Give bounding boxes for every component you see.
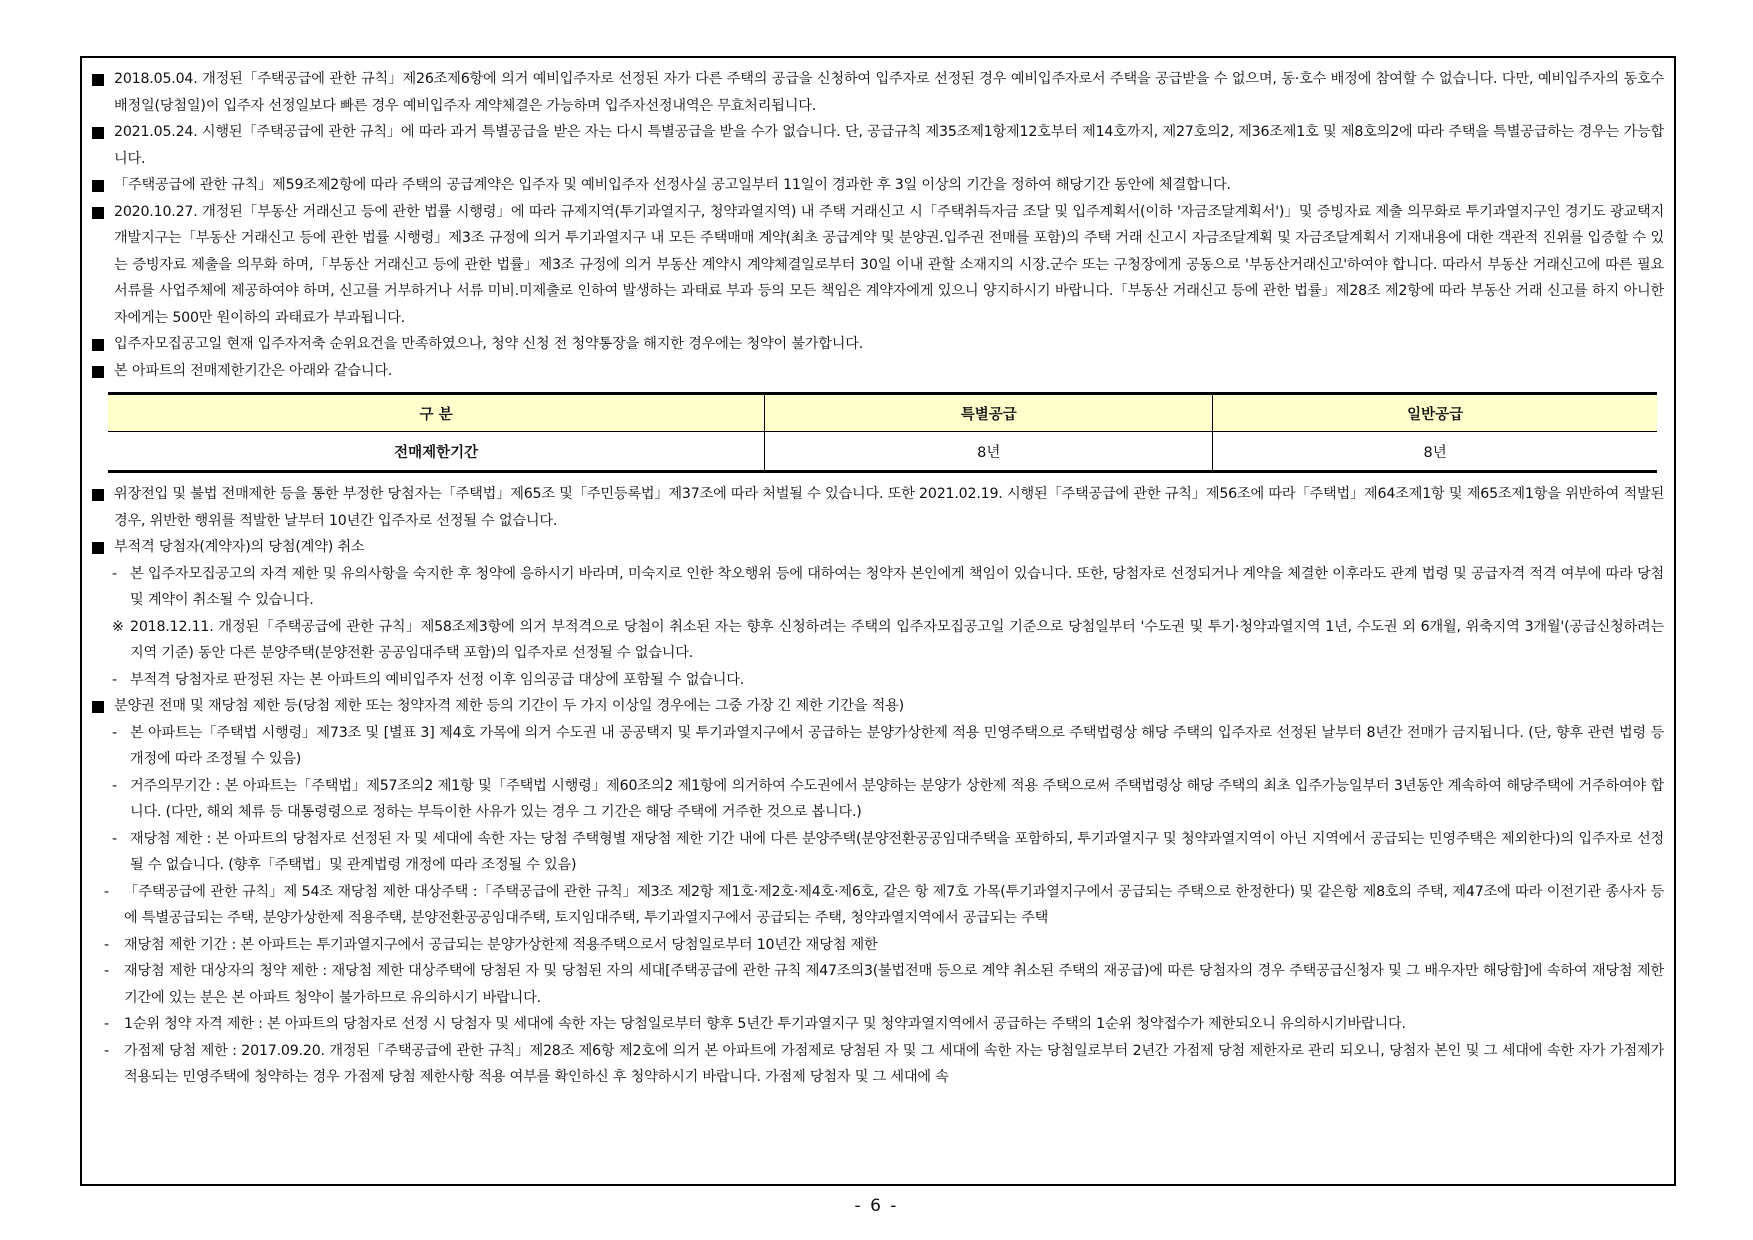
list-item [90,720,1664,773]
list-item-text: 「주택공급에 관한 규칙」제 54조 재당첨 제한 대상주택 :「주택공급에 관한 규칙」제3조 제2항 제1호·제2호·제4호·제6호, 같은 항 제7호 가목(투기과열지구에서 공급되는 주택으로 한정한다) 및 같은항 제8호의 주택, 제47조에 따라 이전기관 종사자 등에 특별공급되는 주택, 분양가상한제 적용주택, 분양전환공공임대주택, 토지임대주택, 투기과열지구에서 공급되는 주택, 청약과열지역에서 공급되는 주택 [124,883,1664,926]
list-item-text: 부적격 당첨자로 판정된 자는 본 아파트의 예비입주자 선정 이후 임의공급 대상에 포함될 수 없습니다. [130,671,745,688]
square-bullet-icon [92,542,104,554]
square-bullet-icon [92,701,104,713]
paragraph-text: 2020.10.27. 개정된「부동산 거래신고 등에 관한 법률 시행령」에 따라 규제지역(투기과열지구, 청약과열지역) 내 주택 거래신고 시「주택취득자금 조달 및 입주계획서(이하 '자금조달계획서')」및 증빙자료 제출 의무화로 투기과열지구인 경기도 광교택지개발지구는「부동산 거래신고 등에 관한 법률 시행령」제3조 규정에 의거 투기과열지구 내 모든 주택매매 계약(최초 공급계약 및 분양권.입주권 전매를 포함)의 주택 거래 신고시 자금조달계획 및 자금조달계획서 기재내용에 대한 객관적 진위를 입증할 수 있는 증빙자료 제출을 의무화 하며,「부동산 거래신고 등에 관한 법률」제3조 규정에 의거 부동산 계약시 계약체결일로부터 30일 이내 관할 소재지의 시장.군수 또는 구청장에게 공동으로 '부동산거래신고'하여야 합니다. 따라서 부동산 거래신고에 따른 필요 서류를 사업주체에 제공하여야 하며, 신고를 거부하거나 서류 미비.미제출로 인하여 발생하는 과태료 부과 등의 모든 책임은 계약자에게 있으니 양지하시기 바랍니다.「부동산 거래신고 등에 관한 법률」제28조 제2항에 따라 부동산 거래 신고를 하지 아니한 자에게는 500만 원이하의 과태료가 부과됩니다. [114,203,1664,326]
list-item-text: 본 입주자모집공고의 자격 제한 및 유의사항을 숙지한 후 청약에 응하시기 바라며, 미숙지로 인한 착오행위 등에 대하여는 청약자 본인에게 책임이 있습니다. 또한, 당첨자로 선정되거나 계약을 체결한 이후라도 관계 법령 및 공급자격 적격 여부에 따라 당첨 및 계약이 취소될 수 있습니다. [130,565,1664,608]
dash-marker: - [112,565,117,582]
square-bullet-icon [92,366,104,378]
section-title: 부적격 당첨자(계약자)의 당첨(계약) 취소 [114,539,365,555]
notice-content [90,66,1664,1091]
notice-paragraph [90,119,1664,172]
table-header-cell: 특별공급 [765,394,1213,432]
notice-paragraph [90,358,1664,385]
paragraph-text: 2021.05.24. 시행된「주택공급에 관한 규칙」에 따라 과거 특별공급을 받은 자는 다시 특별공급을 받을 수가 없습니다. 단, 공급규칙 제35조제1항제12호부터 제14호까지, 제27호의2, 제36조제1호 및 제8호의2에 따라 주택을 특별공급하는 경우는 가능합니다. [114,124,1664,167]
list-item-text: 재당첨 제한 기간 : 본 아파트는 투기과열지구에서 공급되는 분양가상한제 적용주택으로서 당첨일로부터 10년간 재당첨 제한 [124,936,878,953]
table-header-row [108,394,1657,432]
notice-paragraph [90,66,1664,119]
list-item-text: 거주의무기간 : 본 아파트는「주택법」제57조의2 제1항 및「주택법 시행령」제60조의2 제1항에 의거하여 수도권에서 분양하는 분양가 상한제 적용 주택으로써 주택법령상 해당 주택의 최초 입주가능일부터 3년동안 계속하여 해당주택에 거주하여야 합니다. (다만, 해외 체류 등 대통령령으로 정하는 부득이한 사유가 있는 경우 그 기간은 해당 주택에 거주한 것으로 봅니다.) [130,777,1664,820]
table-row-header: 전매제한기간 [108,432,765,472]
dash-marker: - [112,830,117,847]
section-heading [90,693,1664,720]
paragraph-text: 본 아파트의 전매제한기간은 아래와 같습니다. [114,362,393,379]
page-number: - 6 - [854,1196,899,1216]
list-item [90,773,1664,826]
table-cell: 8년 [1213,432,1657,472]
dash-marker: - [104,1042,109,1059]
note-text: 2018.12.11. 개정된「주택공급에 관한 규칙」제58조제3항에 의거 부적격으로 당첨이 취소된 자는 향후 신청하려는 주택의 입주자모집공고일 기준으로 당첨일부터 '수도권 및 투기·청약과열지역 1년, 수도권 외 6개월, 위축지역 3개월'(공급신청하려는 지역 기준) 동안 다른 분양주택(분양전환 공공임대주택 포함)의 입주자로 선정될 수 없습니다. [130,618,1664,661]
notice-paragraph [90,172,1664,199]
table-cell: 8년 [765,432,1213,472]
square-bullet-icon [92,74,104,86]
list-item-text: 가점제 당첨 제한 : 2017.09.20. 개정된「주택공급에 관한 규칙」제28조 제6항 제2호에 의거 본 아파트에 가점제로 당첨된 자 및 그 세대에 속한 자는 당첨일로부터 2년간 가점제 당첨 제한자로 관리 되오니, 당첨자 본인 및 그 세대에 속한 자가 가점제가 적용되는 민영주택에 청약하는 경우 가점제 당첨 제한사항 적용 여부를 확인하신 후 청약하시기 바랍니다. 가점제 당첨자 및 그 세대에 속 [124,1042,1664,1085]
square-bullet-icon [92,127,104,139]
list-item [90,561,1664,614]
list-item [90,879,1664,932]
dash-marker: - [104,936,109,953]
notice-paragraph [90,481,1664,534]
list-item [90,958,1664,1011]
paragraph-text: 「주택공급에 관한 규칙」제59조제2항에 따라 주택의 공급계약은 입주자 및 예비입주자 선정사실 공고일부터 11일이 경과한 후 3일 이상의 기간을 정하여 해당기간 동안에 체결합니다. [114,177,1231,193]
notice-paragraph [90,331,1664,358]
list-item-text: 재당첨 제한 : 본 아파트의 당첨자로 선정된 자 및 세대에 속한 자는 당첨 주택형별 재당첨 제한 기간 내에 다른 분양주택(분양전환공공임대주택을 포함하되, 투기과열지구 및 청약과열지역이 아닌 지역에서 공급되는 민영주택은 제외한다)의 입주자로 선정될 수 없습니다. (향후「주택법」및 관계법령 개정에 따라 조정될 수 있음) [130,830,1664,873]
reference-mark: ※ [112,618,124,635]
list-item [90,667,1664,694]
dash-marker: - [112,671,117,688]
notice-paragraph [90,199,1664,332]
list-item [90,1038,1664,1091]
dash-marker: - [104,883,109,900]
square-bullet-icon [92,489,104,501]
dash-marker: - [112,724,117,741]
list-item-text: 1순위 청약 자격 제한 : 본 아파트의 당첨자로 선정 시 당첨자 및 세대에 속한 자는 당첨일로부터 향후 5년간 투기과열지구 및 청약과열지역에서 공급하는 주택의 1순위 청약접수가 제한되오니 유의하시기바랍니다. [124,1016,1406,1032]
list-item [90,826,1664,879]
square-bullet-icon [92,180,104,192]
section-heading [90,534,1664,561]
square-bullet-icon [92,339,104,351]
note-item [90,614,1664,667]
list-item [90,932,1664,959]
section-title: 분양권 전매 및 재당첨 제한 등(당첨 제한 또는 청약자격 제한 등의 기간이 두 가지 이상일 경우에는 그중 가장 긴 제한 기간을 적용) [114,698,904,714]
table-row [108,432,1657,472]
paragraph-text: 2018.05.04. 개정된「주택공급에 관한 규칙」제26조제6항에 의거 예비입주자로 선정된 자가 다른 주택의 공급을 신청하여 입주자로 선정된 경우 예비입주자로서 주택을 공급받을 수 없으며, 동·호수 배정에 참여할 수 없습니다. 다만, 예비입주자의 동호수배정일(당첨일)이 입주자 선정일보다 빠른 경우 예비입주자 계약체결은 가능하며 입주자선정내역은 무효처리됩니다. [114,71,1664,114]
paragraph-text: 위장전입 및 불법 전매제한 등을 통한 부정한 당첨자는「주택법」제65조 및「주민등록법」제37조에 따라 처벌될 수 있습니다. 또한 2021.02.19. 시행된「주택공급에 관한 규칙」제56조에 따라「주택법」제64조제1항 및 제65조제1항을 위반하여 적발된 경우, 위반한 행위를 적발한 날부터 10년간 입주자로 선정될 수 없습니다. [114,486,1664,529]
square-bullet-icon [92,207,104,219]
resale-restriction-table [108,392,1657,473]
notice-frame [80,56,1676,1186]
paragraph-text: 입주자모집공고일 현재 입주자저축 순위요건을 만족하였으나, 청약 신청 전 청약통장을 해지한 경우에는 청약이 불가합니다. [114,336,864,352]
table-header-cell: 일반공급 [1213,394,1657,432]
table-header-cell: 구 분 [108,394,765,432]
dash-marker: - [104,1016,109,1032]
list-item-text: 재당첨 제한 대상자의 청약 제한 : 재당첨 제한 대상주택에 당첨된 자 및 당첨된 자의 세대[주택공급에 관한 규칙 제47조의3(불법전매 등으로 계약 취소된 주택의 재공급)에 따른 당첨자의 경우 주택공급신청자 및 그 배우자만 해당함]에 속하여 재당첨 제한 기간에 있는 분은 본 아파트 청약이 불가하므로 유의하시기 바랍니다. [124,963,1664,1006]
list-item-text: 본 아파트는「주택법 시행령」제73조 및 [별표 3] 제4호 가목에 의거 수도권 내 공공택지 및 투기과열지구에서 공급하는 분양가상한제 적용 민영주택으로 주택법령상 해당 주택의 입주자로 선정된 날부터 8년간 전매가 금지됩니다. (단, 향후 관련 법령 등 개정에 따라 조정될 수 있음) [130,724,1664,767]
list-item [90,1011,1664,1038]
dash-marker: - [104,963,109,979]
dash-marker: - [112,777,117,794]
